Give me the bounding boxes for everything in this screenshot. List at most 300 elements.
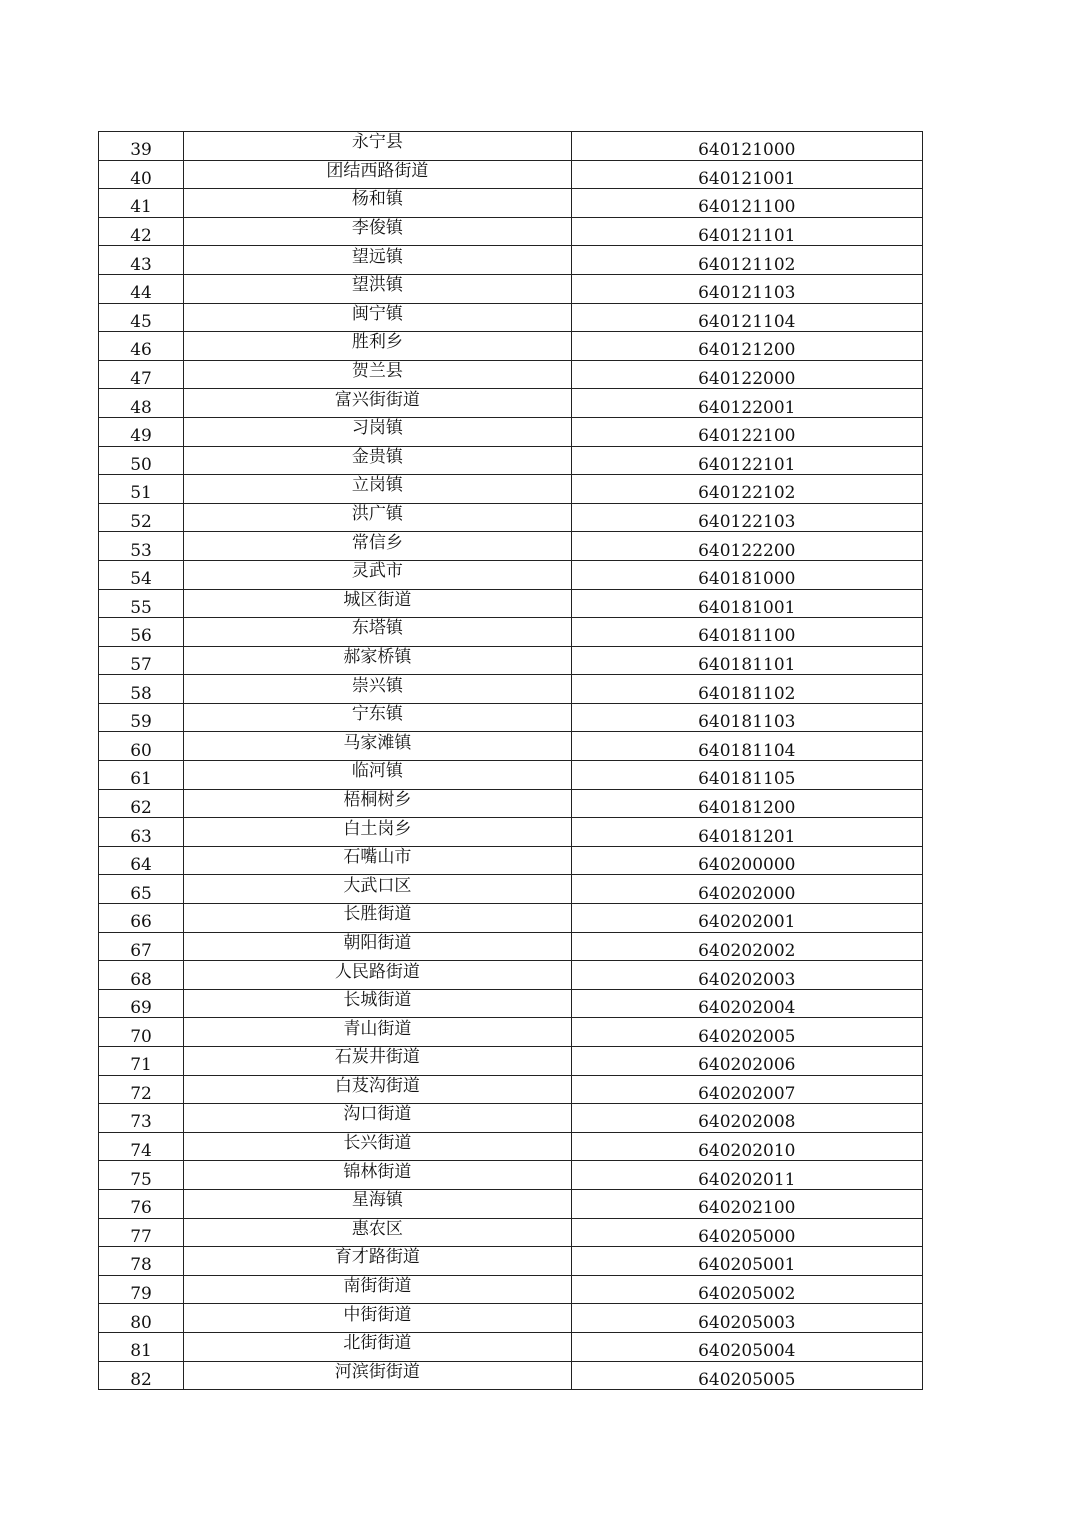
division-name-cell: [184, 274, 571, 303]
division-name-text: 中街街道: [343, 1304, 412, 1325]
division-name-cell: [184, 1161, 571, 1190]
table-row: [99, 703, 923, 732]
row-number-text: 60: [130, 740, 152, 761]
row-number-text: 56: [130, 626, 152, 647]
row-number-cell: [99, 1075, 184, 1104]
division-name-text: 洪广镇: [351, 504, 403, 525]
division-name-cell: [184, 332, 571, 361]
division-name-cell: [184, 246, 571, 275]
division-name-text: 长胜街道: [343, 904, 412, 925]
division-name-text: 胜利乡: [351, 332, 403, 353]
row-number-cell: [99, 389, 184, 418]
row-number-cell: [99, 1189, 184, 1218]
row-number-cell: [99, 503, 184, 532]
row-number-cell: [99, 1304, 184, 1333]
division-code-cell: [571, 732, 922, 761]
division-code-text: 640202005: [698, 1026, 796, 1047]
division-name-cell: [184, 160, 571, 189]
row-number-cell: [99, 618, 184, 647]
division-code-cell: [571, 1332, 922, 1361]
division-code-text: 640122102: [698, 483, 796, 504]
row-number-text: 46: [130, 340, 152, 361]
row-number-text: 45: [130, 311, 152, 332]
division-name-text: 望远镇: [351, 246, 403, 267]
row-number-cell: [99, 1332, 184, 1361]
division-code-text: 640181001: [698, 597, 796, 618]
division-code-cell: [571, 618, 922, 647]
table-row: [99, 389, 923, 418]
division-code-text: 640121001: [698, 168, 796, 189]
division-code-text: 640122000: [698, 369, 796, 389]
division-name-text: 马家滩镇: [343, 732, 412, 753]
division-code-text: 640202004: [698, 998, 796, 1018]
row-number-cell: [99, 560, 184, 589]
division-code-text: 640122103: [698, 512, 796, 532]
division-code-text: 640202010: [698, 1141, 796, 1161]
row-number-cell: [99, 246, 184, 275]
division-name-text: 锦林街道: [343, 1161, 412, 1182]
table-row: [99, 1161, 923, 1190]
row-number-text: 73: [130, 1112, 152, 1133]
division-code-cell: [571, 1361, 922, 1390]
row-number-text: 51: [130, 483, 152, 504]
division-name-text: 东塔镇: [351, 618, 403, 639]
division-name-cell: [184, 846, 571, 875]
division-name-text: 朝阳街道: [343, 932, 412, 953]
division-name-cell: [184, 189, 571, 218]
row-number-cell: [99, 1361, 184, 1390]
division-code-text: 640181200: [698, 797, 796, 818]
division-code-cell: [571, 132, 922, 161]
row-number-cell: [99, 1218, 184, 1247]
table-row: [99, 1332, 923, 1361]
division-name-cell: [184, 961, 571, 990]
table-row: [99, 360, 923, 389]
row-number-cell: [99, 818, 184, 847]
row-number-cell: [99, 675, 184, 704]
division-name-text: 星海镇: [351, 1190, 403, 1211]
division-name-text: 富兴街街道: [334, 389, 420, 410]
row-number-text: 57: [130, 654, 152, 675]
table-row: [99, 1047, 923, 1076]
division-name-text: 青山街道: [343, 1018, 412, 1039]
row-number-text: 63: [130, 826, 152, 847]
division-code-text: 640181104: [698, 740, 796, 761]
row-number-cell: [99, 332, 184, 361]
division-code-cell: [571, 932, 922, 961]
table-row: [99, 189, 923, 218]
division-code-text: 640202000: [698, 883, 796, 904]
division-name-cell: [184, 560, 571, 589]
division-code-cell: [571, 789, 922, 818]
row-number-cell: [99, 932, 184, 961]
division-name-cell: [184, 417, 571, 446]
division-code-text: 640122101: [698, 454, 796, 475]
row-number-cell: [99, 1047, 184, 1076]
row-number-text: 80: [130, 1312, 152, 1333]
row-number-text: 68: [130, 969, 152, 990]
division-name-text: 望洪镇: [351, 275, 403, 296]
division-code-cell: [571, 1304, 922, 1333]
table-row: [99, 332, 923, 361]
division-code-cell: [571, 1018, 922, 1047]
row-number-text: 54: [130, 569, 152, 589]
division-code-cell: [571, 961, 922, 990]
division-name-text: 习岗镇: [351, 418, 403, 439]
table-row: [99, 246, 923, 275]
division-name-cell: [184, 989, 571, 1018]
division-name-text: 育才路街道: [334, 1247, 420, 1268]
division-name-cell: [184, 360, 571, 389]
table-row: [99, 132, 923, 161]
row-number-text: 55: [130, 597, 152, 618]
division-code-cell: [571, 818, 922, 847]
division-name-text: 大武口区: [343, 875, 412, 896]
division-code-text: 640200000: [698, 855, 796, 875]
row-number-text: 65: [130, 883, 152, 904]
row-number-cell: [99, 989, 184, 1018]
table-row: [99, 1304, 923, 1333]
row-number-text: 82: [130, 1369, 152, 1390]
row-number-text: 69: [130, 998, 152, 1018]
division-code-cell: [571, 703, 922, 732]
division-code-cell: [571, 417, 922, 446]
table-row: [99, 1247, 923, 1276]
table-row: [99, 646, 923, 675]
table-row: [99, 1075, 923, 1104]
row-number-cell: [99, 1132, 184, 1161]
division-code-text: 640121200: [698, 340, 796, 361]
row-number-cell: [99, 303, 184, 332]
division-code-text: 640121101: [698, 226, 796, 246]
division-name-cell: [184, 303, 571, 332]
division-name-cell: [184, 1332, 571, 1361]
table-row: [99, 618, 923, 647]
row-number-cell: [99, 1018, 184, 1047]
division-name-cell: [184, 132, 571, 161]
division-code-cell: [571, 532, 922, 561]
table-row: [99, 875, 923, 904]
division-name-text: 临河镇: [351, 761, 403, 782]
division-code-cell: [571, 217, 922, 246]
division-code-cell: [571, 589, 922, 618]
division-name-cell: [184, 932, 571, 961]
division-code-cell: [571, 1218, 922, 1247]
division-name-cell: [184, 618, 571, 647]
table-row: [99, 217, 923, 246]
division-name-text: 永宁县: [351, 132, 403, 153]
division-code-text: 640202008: [698, 1112, 796, 1133]
division-name-text: 白芨沟街道: [334, 1075, 420, 1096]
table-row: [99, 904, 923, 933]
division-name-cell: [184, 761, 571, 790]
division-code-cell: [571, 274, 922, 303]
division-code-cell: [571, 646, 922, 675]
row-number-cell: [99, 789, 184, 818]
row-number-cell: [99, 703, 184, 732]
table-row: [99, 1275, 923, 1304]
division-name-cell: [184, 217, 571, 246]
row-number-text: 78: [130, 1255, 152, 1276]
division-code-cell: [571, 389, 922, 418]
table-row: [99, 989, 923, 1018]
division-code-text: 640181101: [698, 654, 796, 675]
row-number-text: 81: [130, 1341, 152, 1362]
division-code-cell: [571, 675, 922, 704]
table-row: [99, 560, 923, 589]
row-number-text: 70: [130, 1026, 152, 1047]
row-number-text: 76: [130, 1198, 152, 1219]
division-code-cell: [571, 1189, 922, 1218]
row-number-cell: [99, 360, 184, 389]
division-code-cell: [571, 1275, 922, 1304]
row-number-text: 39: [130, 140, 152, 161]
table-row: [99, 1218, 923, 1247]
division-name-cell: [184, 475, 571, 504]
division-code-text: 640181103: [698, 712, 796, 732]
table-row: [99, 1018, 923, 1047]
division-code-text: 640181102: [698, 683, 796, 704]
division-code-text: 640181000: [698, 569, 796, 589]
division-code-text: 640181100: [698, 626, 796, 647]
table-row: [99, 303, 923, 332]
row-number-text: 59: [130, 712, 152, 732]
table-row: [99, 274, 923, 303]
division-code-cell: [571, 446, 922, 475]
table-row: [99, 846, 923, 875]
division-name-cell: [184, 503, 571, 532]
division-code-cell: [571, 303, 922, 332]
table-row: [99, 961, 923, 990]
division-name-text: 李俊镇: [351, 218, 403, 239]
division-code-text: 640202007: [698, 1083, 796, 1104]
row-number-cell: [99, 132, 184, 161]
table-row: [99, 818, 923, 847]
division-name-text: 闽宁镇: [351, 303, 403, 324]
table-body: [99, 132, 923, 1390]
row-number-text: 58: [130, 683, 152, 704]
division-name-cell: [184, 1218, 571, 1247]
division-code-cell: [571, 846, 922, 875]
row-number-cell: [99, 417, 184, 446]
division-name-text: 石炭井街道: [334, 1047, 420, 1068]
division-code-cell: [571, 160, 922, 189]
division-name-cell: [184, 1189, 571, 1218]
table-row: [99, 417, 923, 446]
division-code-text: 640202003: [698, 969, 796, 990]
division-code-cell: [571, 332, 922, 361]
row-number-text: 62: [130, 797, 152, 818]
division-name-text: 团结西路街道: [326, 160, 429, 181]
row-number-text: 74: [130, 1141, 152, 1161]
row-number-cell: [99, 1247, 184, 1276]
table-row: [99, 1361, 923, 1390]
division-code-cell: [571, 475, 922, 504]
table-row: [99, 761, 923, 790]
division-code-cell: [571, 761, 922, 790]
division-name-text: 白土岗乡: [343, 818, 412, 839]
division-name-cell: [184, 1361, 571, 1390]
row-number-text: 40: [130, 168, 152, 189]
division-code-cell: [571, 189, 922, 218]
table-row: [99, 589, 923, 618]
division-name-cell: [184, 1132, 571, 1161]
division-code-cell: [571, 1075, 922, 1104]
division-code-text: 640202100: [698, 1198, 796, 1219]
row-number-cell: [99, 589, 184, 618]
row-number-cell: [99, 446, 184, 475]
division-code-table: [98, 131, 923, 1390]
division-code-text: 640121103: [698, 283, 796, 304]
row-number-cell: [99, 160, 184, 189]
division-name-text: 常信乡: [351, 532, 403, 553]
table-row: [99, 732, 923, 761]
division-name-text: 河滨街街道: [334, 1361, 420, 1382]
division-code-text: 640181201: [698, 826, 796, 847]
row-number-cell: [99, 1275, 184, 1304]
table-row: [99, 789, 923, 818]
row-number-text: 77: [130, 1226, 152, 1247]
division-code-cell: [571, 246, 922, 275]
division-name-text: 石嘴山市: [343, 847, 412, 868]
division-code-text: 640181105: [698, 769, 796, 790]
division-name-text: 郝家桥镇: [343, 646, 412, 667]
table-row: [99, 1132, 923, 1161]
division-code-text: 640121102: [698, 254, 796, 275]
division-code-text: 640122001: [698, 397, 796, 418]
table-row: [99, 446, 923, 475]
row-number-cell: [99, 646, 184, 675]
division-code-text: 640202001: [698, 912, 796, 933]
division-name-cell: [184, 1247, 571, 1276]
division-name-cell: [184, 1018, 571, 1047]
division-name-cell: [184, 532, 571, 561]
division-name-cell: [184, 904, 571, 933]
row-number-text: 71: [130, 1055, 152, 1076]
row-number-text: 44: [130, 283, 152, 304]
row-number-cell: [99, 217, 184, 246]
division-code-cell: [571, 989, 922, 1018]
row-number-text: 41: [130, 197, 152, 218]
division-code-cell: [571, 904, 922, 933]
division-name-cell: [184, 1304, 571, 1333]
division-code-text: 640205002: [698, 1284, 796, 1304]
division-name-cell: [184, 1104, 571, 1133]
row-number-cell: [99, 761, 184, 790]
division-code-cell: [571, 360, 922, 389]
division-name-text: 立岗镇: [351, 475, 403, 496]
row-number-text: 42: [130, 226, 152, 246]
division-name-text: 北街街道: [343, 1333, 412, 1354]
division-code-text: 640205001: [698, 1255, 796, 1276]
division-code-cell: [571, 1247, 922, 1276]
division-code-cell: [571, 1132, 922, 1161]
row-number-text: 52: [130, 512, 152, 532]
row-number-text: 67: [130, 940, 152, 961]
division-code-text: 640202002: [698, 940, 796, 961]
division-name-cell: [184, 389, 571, 418]
division-name-text: 金贵镇: [351, 446, 403, 467]
division-name-text: 杨和镇: [351, 189, 403, 210]
division-name-text: 梧桐树乡: [343, 789, 412, 810]
row-number-text: 72: [130, 1083, 152, 1104]
row-number-text: 48: [130, 397, 152, 418]
row-number-cell: [99, 1104, 184, 1133]
division-code-cell: [571, 875, 922, 904]
division-code-text: 640121104: [698, 311, 796, 332]
division-name-text: 惠农区: [351, 1218, 403, 1239]
division-name-cell: [184, 675, 571, 704]
division-code-text: 640205004: [698, 1341, 796, 1362]
row-number-text: 75: [130, 1169, 152, 1190]
division-code-cell: [571, 1161, 922, 1190]
division-code-text: 640202006: [698, 1055, 796, 1076]
table-row: [99, 1189, 923, 1218]
row-number-cell: [99, 274, 184, 303]
table-row: [99, 475, 923, 504]
division-name-cell: [184, 1047, 571, 1076]
division-name-cell: [184, 1275, 571, 1304]
row-number-text: 61: [130, 769, 152, 790]
division-name-text: 沟口街道: [343, 1104, 412, 1125]
row-number-cell: [99, 846, 184, 875]
division-name-text: 长兴街道: [343, 1133, 412, 1154]
division-name-text: 宁东镇: [351, 704, 403, 725]
table-row: [99, 1104, 923, 1133]
division-name-cell: [184, 789, 571, 818]
division-name-cell: [184, 732, 571, 761]
row-number-text: 53: [130, 540, 152, 561]
row-number-text: 47: [130, 369, 152, 389]
table-row: [99, 503, 923, 532]
division-code-cell: [571, 560, 922, 589]
division-name-text: 人民路街道: [334, 961, 420, 982]
row-number-text: 64: [130, 855, 152, 875]
row-number-text: 49: [130, 426, 152, 447]
division-name-cell: [184, 703, 571, 732]
row-number-cell: [99, 732, 184, 761]
division-code-text: 640202011: [698, 1169, 796, 1190]
division-name-text: 崇兴镇: [351, 675, 403, 696]
division-code-text: 640121000: [698, 140, 796, 161]
division-name-text: 灵武市: [351, 561, 403, 582]
row-number-cell: [99, 475, 184, 504]
table-row: [99, 532, 923, 561]
row-number-text: 43: [130, 254, 152, 275]
table-row: [99, 675, 923, 704]
division-code-text: 640205003: [698, 1312, 796, 1333]
division-code-cell: [571, 503, 922, 532]
division-name-text: 城区街道: [343, 589, 412, 610]
division-name-text: 南街街道: [343, 1276, 412, 1297]
row-number-text: 79: [130, 1284, 152, 1304]
row-number-cell: [99, 532, 184, 561]
division-code-text: 640205000: [698, 1226, 796, 1247]
division-code-text: 640205005: [698, 1369, 796, 1390]
row-number-text: 66: [130, 912, 152, 933]
row-number-cell: [99, 1161, 184, 1190]
division-code-cell: [571, 1104, 922, 1133]
division-code-cell: [571, 1047, 922, 1076]
division-code-text: 640122100: [698, 426, 796, 447]
division-name-cell: [184, 646, 571, 675]
division-name-cell: [184, 1075, 571, 1104]
division-name-cell: [184, 589, 571, 618]
table-row: [99, 932, 923, 961]
division-name-cell: [184, 446, 571, 475]
division-name-cell: [184, 818, 571, 847]
division-code-text: 640122200: [698, 540, 796, 561]
